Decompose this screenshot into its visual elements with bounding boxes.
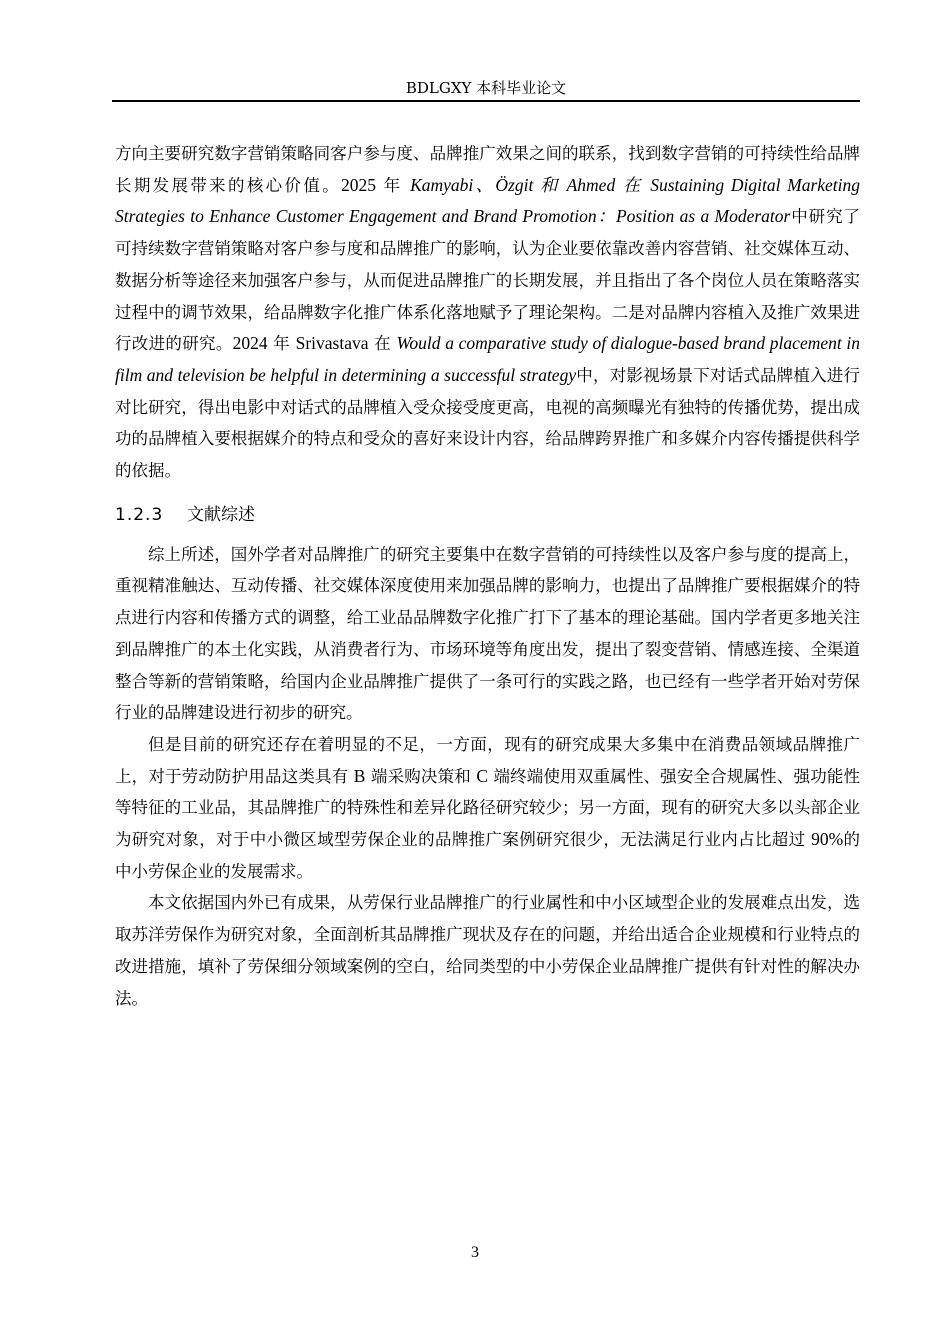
paragraph-1	[115, 138, 860, 487]
paragraph-2: 综上所述，国外学者对品牌推广的研究主要集中在数字营销的可持续性以及客户参与度的提高上，重视精准触达、互动传播、社交媒体深度使用来加强品牌的影响力，也提出了品牌推广要根据媒介的特点进行内容和传播方式的调整，给工业品品牌数字化推广打下了基本的理论基础。国内学者更多地关注到品牌推广的本土化实践，从消费者行为、市场环境等角度出发，提出了裂变营销、情感连接、全渠道整合等新的营销策略，给国内企业品牌推广提供了一条可行的实践之路，也已经有一些学者开始对劳保行业的品牌建设进行初步的研究。	[115, 544, 860, 723]
p1-cited-title-1: Sustaining Digital Marketing Strategies to Enhance Customer Engagement and Brand Promotion：Position as a Moderator	[115, 174, 861, 227]
p1-author-2: Srivastava	[295, 333, 369, 354]
section-number: 1.2.3	[115, 504, 164, 525]
header-rule	[112, 100, 860, 102]
p3-text-3: 端终端使用双重属性、强安全合规属性、强功能性等特征的工业品，其品牌推广的特殊性和差异化路径研究较少；另一方面，现有的研究大多以头部企业为研究对象，对于中小微区域型劳保企业的品牌推广案例研究很少，无法满足行业内占比超过	[115, 766, 861, 850]
paragraph-4: 本文依据国内外已有成果，从劳保行业品牌推广的行业属性和中小区域型企业的发展难点出发，选取苏洋劳保作为研究对象，全面剖析其品牌推广现状及存在的问题，并给出适合企业规模和行业特点的改进措施，填补了劳保细分领域案例的空白，给同类型的中小劳保企业品牌推广提供有针对性的解决办法。	[115, 893, 860, 1008]
p3-text-1: 但是目前的研究还存在着明显的不足，一方面，现有的研究成果大多集中在消费品领域品牌推广上，对于劳动防护用品这类具有	[115, 734, 860, 786]
paragraph-3	[115, 729, 860, 888]
page-number: 3	[471, 1244, 479, 1261]
main-text	[115, 138, 860, 1014]
p3-text-4: 的中小劳保企业的发展需求。	[115, 830, 861, 881]
p3-percentage: 90%	[811, 829, 844, 850]
p1-authors-1: Kamyabi、Özgit 和 Ahmed	[410, 174, 616, 195]
p3-c: C	[476, 765, 489, 786]
p3-text-2: 端采购决策和	[370, 766, 471, 786]
p1-text-7: 中，对影视场景下对话式品牌植入进行对比研究，得出电影中对话式的品牌植入受众接受度更高，电视的高频曝光有独特的传播优势，提出成功的品牌植入要根据媒介的特点和受众的喜好来设计内容，给品牌跨界推广和多媒介内容传播提供科学的依据。	[115, 365, 860, 481]
running-header: BDLGXY 本科毕业论文	[405, 79, 567, 97]
p1-text-4: 中研究了可持续数字营销策略对客户参与度和品牌推广的影响，认为企业要依靠改善内容营销、社交媒体互动、数据分析等途径来加强客户参与，从而促进品牌推广的长期发展，并且指出了各个岗位人员在策略落实过程中的调节效果，给品牌数字化推广体系化落地赋予了理论架构。二是对品牌内容植入及推广效果进行改进的研究。	[115, 207, 860, 354]
p1-text-5: 年	[273, 334, 291, 354]
p1-text-2: 年	[383, 175, 403, 195]
p1-text-3: 在	[622, 174, 643, 195]
p1-year-2: 2024	[232, 333, 268, 354]
p1-year-1: 2025	[341, 174, 377, 195]
p3-b: B	[353, 765, 366, 786]
p1-text-6: 在	[374, 334, 391, 354]
p1-cited-title-2: Would a comparative study of dialogue-based brand placement in film and television be helpful in determining a successful strategy	[115, 333, 861, 385]
section-heading	[115, 499, 860, 531]
p1-text-1: 方向主要研究数字营销策略同客户参与度、品牌推广效果之间的联系，找到数字营销的可持续性给品牌长期发展带来的核心价值。	[115, 144, 860, 195]
section-title: 文献综述	[187, 504, 255, 525]
